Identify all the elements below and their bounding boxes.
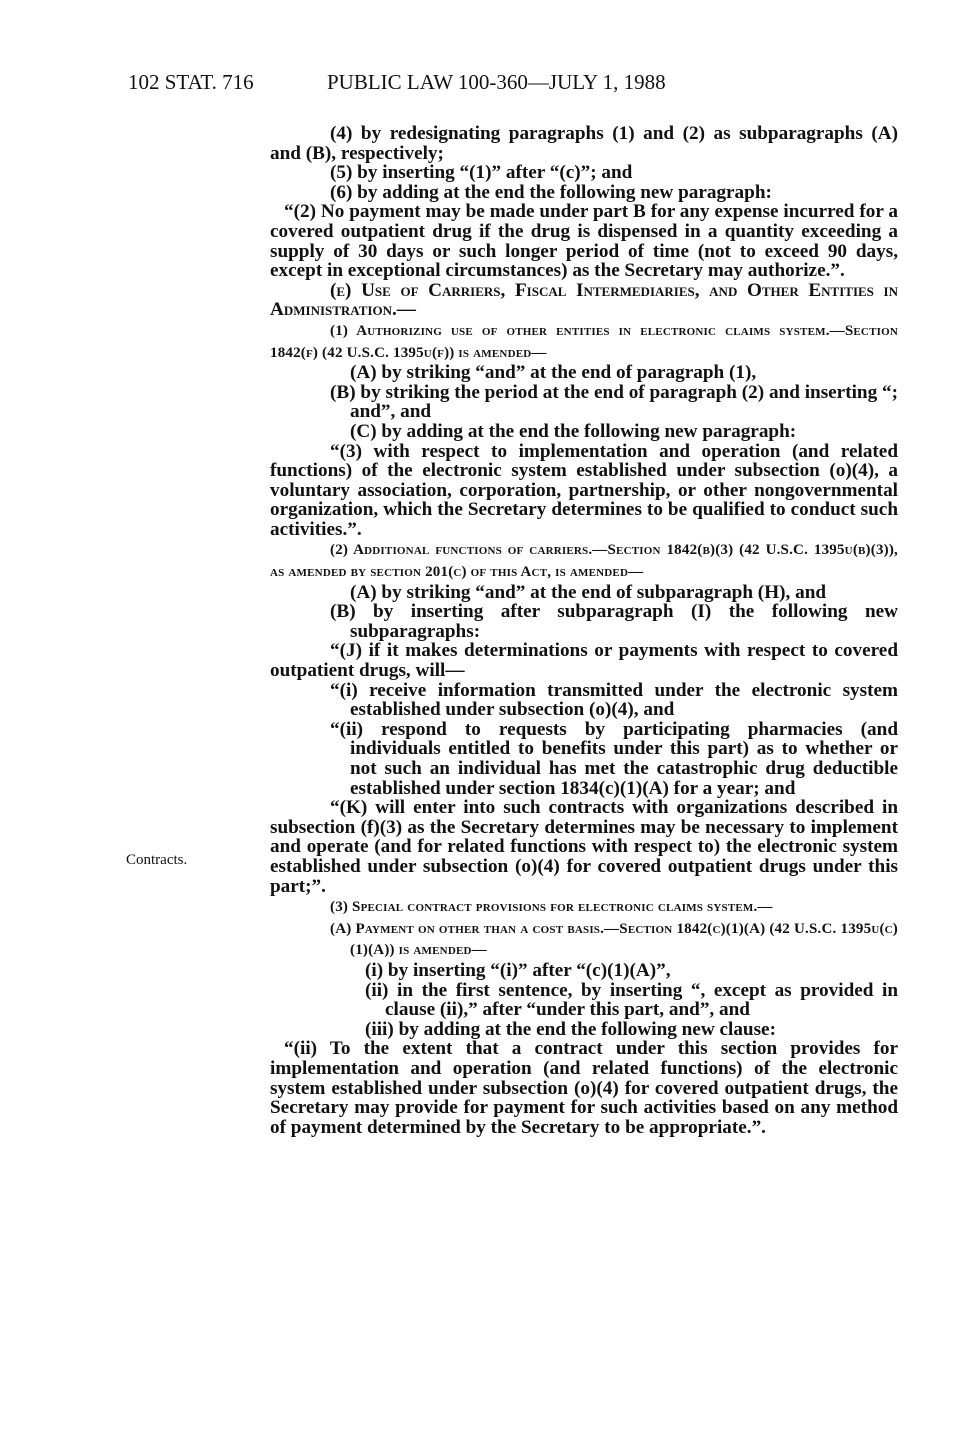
page-reference: 102 STAT. 716 xyxy=(128,70,254,94)
paragraph-e3-text: (3) Special contract provisions for electronic claims system.— xyxy=(330,899,773,916)
paragraph-e2-text: (2) Additional functions of carriers.—Section 1842(b)(3) (42 U.S.C. 1395u(b)(3)), as amended by section 201(c) of this Act, is amended— xyxy=(270,542,898,581)
clause-e3-a-i: (i) by inserting “(i)” after “(c)(1)(A)”, xyxy=(365,959,671,981)
paragraph-e1-text: (1) Authorizing use of other entities in electronic claims system.—Section 1842(f) (42 U.S.C. 1395u(f)) is amended— xyxy=(270,322,898,361)
quoted-paragraph-2: “(2) No payment may be made under part B for any expense incurred for a covered outpatient drug if the drug is dispensed in a quantity exceeding a supply of 30 days or such longer period of time (not to exceed 90 days, except in exceptional circumstances) as the Secretary may authorize.”. xyxy=(270,201,898,282)
subparagraph-e3-a xyxy=(270,918,898,961)
subsection-e-heading: (e) Use of Carriers, Fiscal Intermediaries, and Other Entities in Administration.— xyxy=(270,279,898,321)
paragraph-e3 xyxy=(270,896,898,918)
paragraph-5: (5) by inserting “(1)” after “(c)”; and xyxy=(330,162,633,184)
subparagraph-e1-a: (A) by striking “and” at the end of paragraph (1), xyxy=(350,362,757,384)
margin-note-contracts: Contracts. xyxy=(126,852,188,868)
clause-e3-a-ii: (ii) in the first sentence, by inserting “, except as provided in clause (ii),” after “under this part, and”, and xyxy=(365,979,898,1021)
quoted-paragraph-3: “(3) with respect to implementation and operation (and related functions) of the electronic system established under subsection (o)(4), a voluntary association, corporation, partnership, or other nongovernmental organization, which the Secretary determines to be qualified to conduct such activities.”. xyxy=(270,440,898,540)
paragraph-e1 xyxy=(270,320,898,363)
subparagraph-e2-a: (A) by striking “and” at the end of subparagraph (H), and xyxy=(350,581,827,603)
paragraph-e2 xyxy=(270,539,898,582)
quoted-clause-j-i: “(i) receive information transmitted under the electronic system established under subsection (o)(4), and xyxy=(330,679,898,721)
paragraph-4: (4) by redesignating paragraphs (1) and (2) as subparagraphs (A) and (B), respectively; xyxy=(270,123,898,164)
quoted-subparagraph-j: “(J) if it makes determinations or payments with respect to covered outpatient drugs, will— xyxy=(270,640,898,682)
clause-e3-a-iii: (iii) by adding at the end the following new clause: xyxy=(365,1018,776,1040)
quoted-subparagraph-k: “(K) will enter into such contracts with organizations described in subsection (f)(3) as the Secretary determines may be necessary to implement and operate (and for related functions with respect to) the electronic system established under subsection (o)(4) for covered outpatient drugs under this part;”. xyxy=(270,797,898,897)
law-reference: PUBLIC LAW 100-360—JULY 1, 1988 xyxy=(327,70,666,94)
page-header xyxy=(128,70,897,100)
subparagraph-e3-a-text: (A) Payment on other than a cost basis.—Section 1842(c)(1)(A) (42 U.S.C. 1395u(c)(1)(A)) is amended— xyxy=(330,920,898,959)
statute-body xyxy=(270,124,898,1137)
paragraph-6: (6) by adding at the end the following new paragraph: xyxy=(330,181,772,203)
quoted-clause-ii: “(ii) To the extent that a contract under this section provides for implementation and operation (and related functions) of the electronic system established under subsection (o)(4) for covered outpatient drugs, the Secretary may provide for payment for such activities based on any method of payment determined by the Secretary to be appropriate.”. xyxy=(270,1038,898,1138)
quoted-clause-j-ii: “(ii) respond to requests by participating pharmacies (and individuals entitled to benefits under this part) as to whether or not such an individual has met the catastrophic drug deductible established under section 1834(c)(1)(A) for a year; and xyxy=(330,718,898,799)
subparagraph-e2-b: (B) by inserting after subparagraph (I) the following new subparagraphs: xyxy=(330,601,898,642)
subparagraph-e1-b: (B) by striking the period at the end of paragraph (2) and inserting “; and”, and xyxy=(330,381,898,423)
subparagraph-e1-c: (C) by adding at the end the following new paragraph: xyxy=(350,420,797,442)
